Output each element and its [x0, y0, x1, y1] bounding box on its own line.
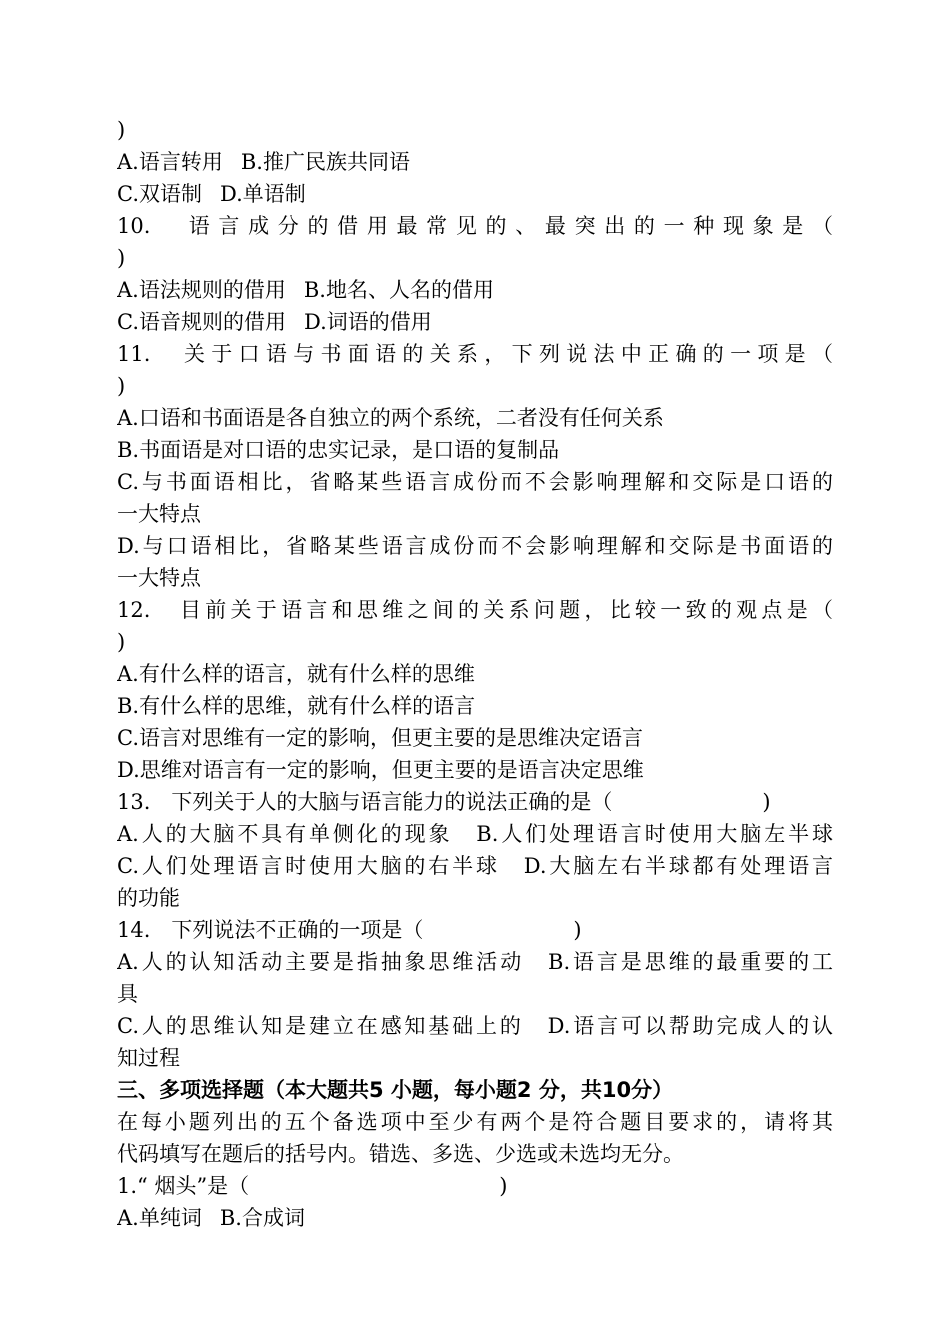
q10-option-c: C.语音规则的借用 — [117, 310, 286, 334]
mq1-options-ab — [117, 1202, 833, 1234]
q14-options-ab-line1: A.人的认知活动主要是指抽象思维活动 B.语言是思维的最重要的工 — [117, 950, 833, 974]
mq1-option-b: B.合成词 — [219, 1206, 305, 1230]
mq1-stem-line — [117, 1170, 833, 1202]
q14-close-paren: ) — [573, 918, 582, 942]
section3-heading: 三、多项选择题（本大题共5 小题，每小题2 分，共10分） — [117, 1078, 674, 1102]
q12-option-b: B.有什么样的思维，就有什么样的语言 — [117, 694, 476, 718]
q13-stem: 13. 下列关于人的大脑与语言能力的说法正确的是（ — [117, 790, 613, 814]
q11-option-b: B.书面语是对口语的忠实记录，是口语的复制品 — [117, 438, 560, 462]
q10-option-b: B.地名、人名的借用 — [303, 278, 494, 302]
q13-stem-line — [117, 786, 833, 818]
document-page — [117, 114, 833, 1234]
q9-close-paren: ) — [117, 118, 126, 142]
mq1-close-paren: ) — [499, 1174, 508, 1198]
q13-close-paren: ) — [762, 790, 771, 814]
q13-options-ab: A.人的大脑不具有单侧化的现象 B.人们处理语言时使用大脑左半球 — [117, 822, 833, 846]
q10-option-a: A.语法规则的借用 — [117, 278, 286, 302]
q12-option-c: C.语言对思维有一定的影响，但更主要的是思维决定语言 — [117, 726, 643, 750]
mq1-stem: 1.“ 烟头”是（ — [117, 1174, 250, 1198]
q11-close-paren: ) — [117, 374, 126, 398]
q14-options-cd-line1: C.人的思维认知是建立在感知基础上的 D.语言可以帮助完成人的认 — [117, 1014, 833, 1038]
q13-options-cd-line1: C.人们处理语言时使用大脑的右半球 D.大脑左右半球都有处理语言 — [117, 854, 833, 878]
q12-option-d: D.思维对语言有一定的影响，但更主要的是语言决定思维 — [117, 758, 644, 782]
q14-options-ab-line2: 具 — [117, 982, 138, 1006]
section3-instructions-line2: 代码填写在题后的括号内。错选、多选、少选或未选均无分。 — [117, 1142, 684, 1166]
q12-close-paren: ) — [117, 630, 126, 654]
q11-stem: 11. 关于口语与书面语的关系，下列说法中正确的一项是（ — [117, 342, 833, 366]
q12-stem: 12. 目前关于语言和思维之间的关系问题，比较一致的观点是（ — [117, 598, 833, 622]
q9-option-d: D.单语制 — [220, 182, 306, 206]
q12-option-a: A.有什么样的语言，就有什么样的思维 — [117, 662, 475, 686]
q11-option-c-line1: C.与书面语相比，省略某些语言成份而不会影响理解和交际是口语的 — [117, 470, 833, 494]
q9-options-cd — [117, 178, 833, 210]
q13-options-cd-line2: 的功能 — [117, 886, 180, 910]
q9-option-a: A.语言转用 — [117, 150, 223, 174]
q10-close-paren: ) — [117, 246, 126, 270]
q10-options-cd — [117, 306, 833, 338]
q11-option-c-line2: 一大特点 — [117, 502, 201, 526]
q10-option-d: D.词语的借用 — [304, 310, 432, 334]
q10-options-ab — [117, 274, 833, 306]
q14-stem-line — [117, 914, 833, 946]
q10-stem: 10. 语言成分的借用最常见的、最突出的一种现象是（ — [117, 214, 833, 238]
mq1-option-a: A.单纯词 — [117, 1206, 202, 1230]
q9-option-b: B.推广民族共同语 — [240, 150, 410, 174]
q11-option-d-line1: D.与口语相比，省略某些语言成份而不会影响理解和交际是书面语的 — [117, 534, 833, 558]
q9-option-c: C.双语制 — [117, 182, 202, 206]
q14-options-cd-line2: 知过程 — [117, 1046, 180, 1070]
section3-instructions-line1: 在每小题列出的五个备选项中至少有两个是符合题目要求的，请将其 — [117, 1110, 833, 1134]
q11-option-a: A.口语和书面语是各自独立的两个系统，二者没有任何关系 — [117, 406, 664, 430]
q11-option-d-line2: 一大特点 — [117, 566, 201, 590]
q9-options-ab — [117, 146, 833, 178]
q14-stem: 14. 下列说法不正确的一项是（ — [117, 918, 424, 942]
